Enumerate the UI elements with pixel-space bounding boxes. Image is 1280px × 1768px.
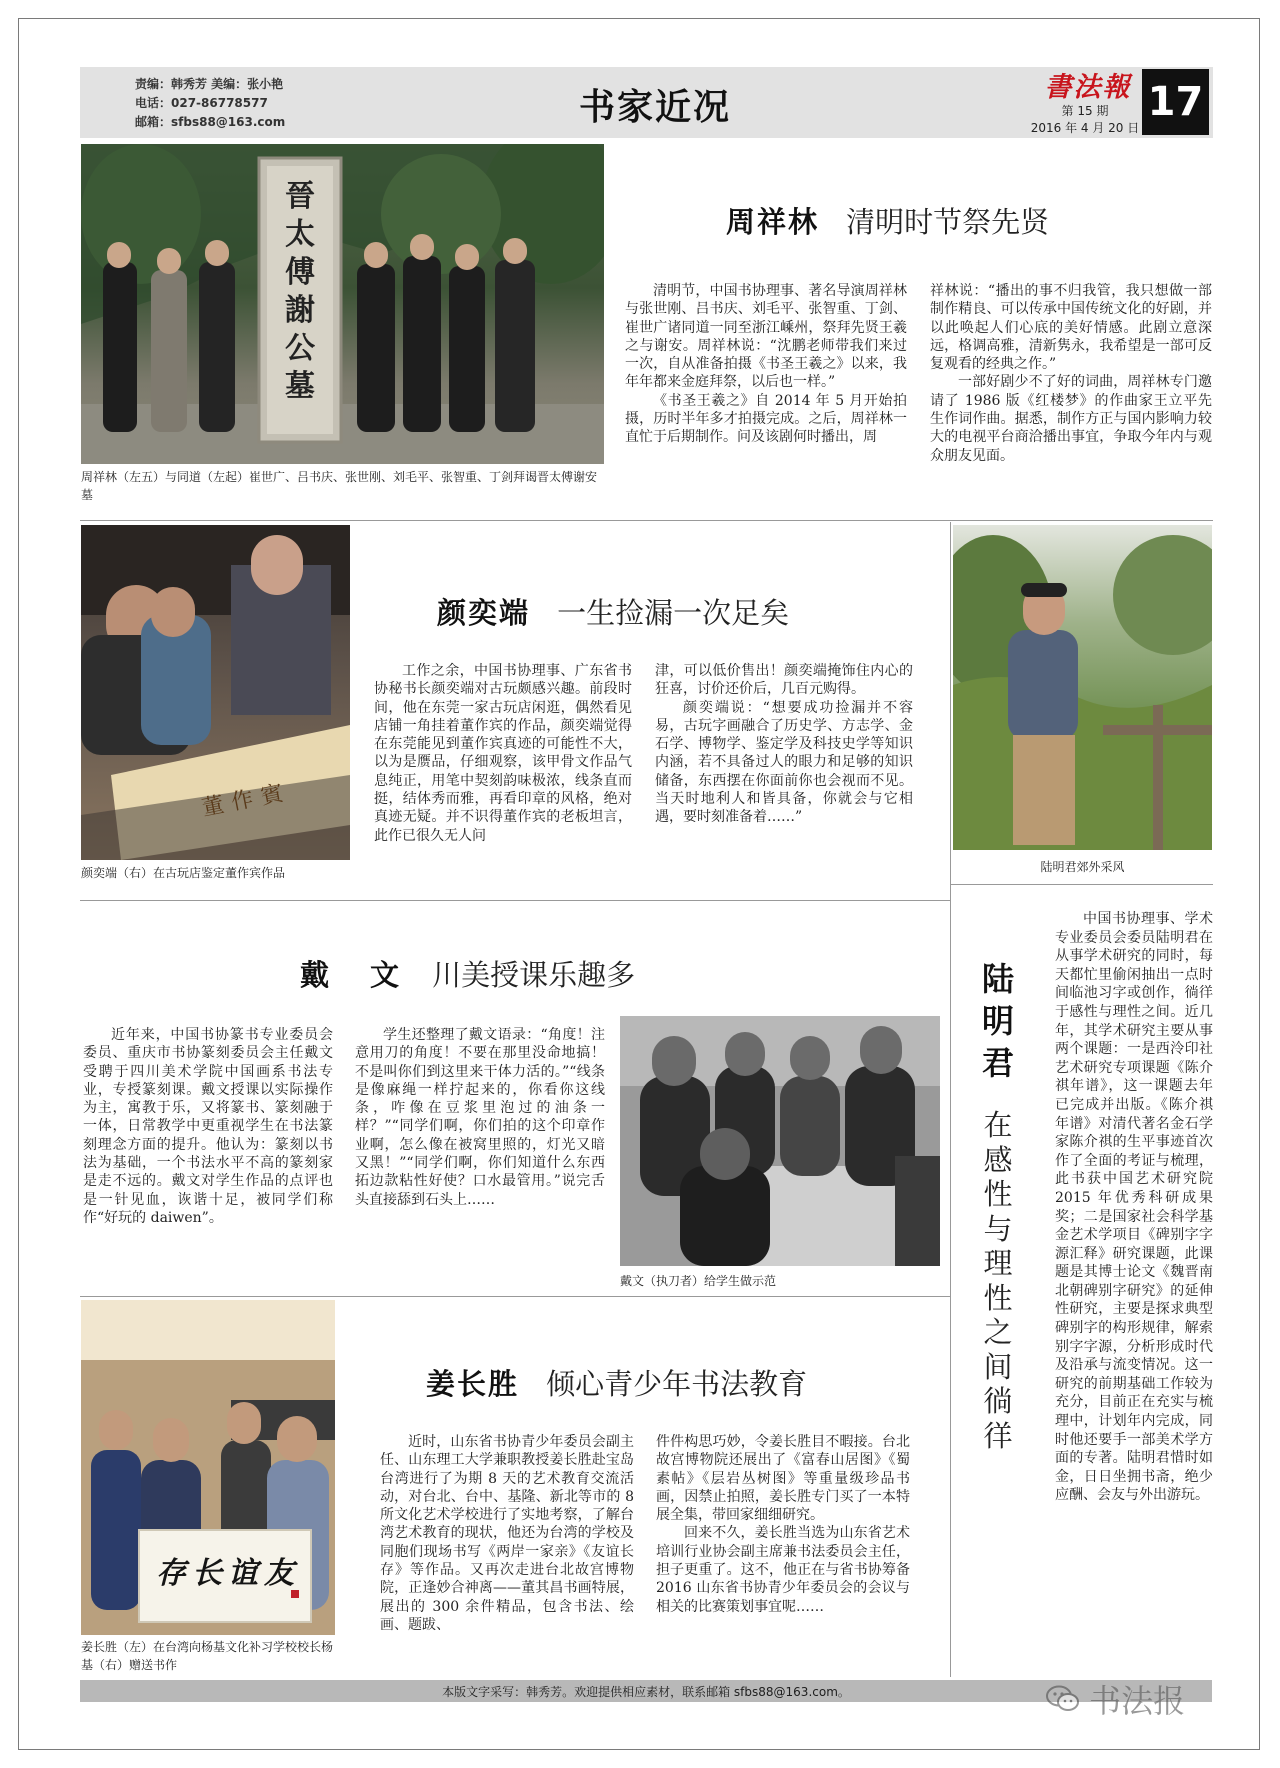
email-line: 邮箱：sfbs88@163.com	[135, 115, 286, 129]
para: 一部好剧少不了好的词曲，周祥林专门邀请了 1986 版《红楼梦》的作曲家王立平先生作词作曲。据悉，制作方正与国内影响力较大的电视平台商洽播出事宜，争取今年内与观众朋友见面。	[930, 374, 1212, 464]
calligraphy-text: 友谊长存	[156, 1556, 300, 1591]
body-dai-col1	[83, 1026, 333, 1227]
name-yan: 颜奕端	[437, 596, 531, 630]
scroll-inscription: 董作賓	[199, 779, 293, 822]
wechat-icon	[1046, 1685, 1080, 1713]
headline-yan-text: 一生捡漏一次足矣	[557, 596, 790, 630]
para: 学生还整理了戴文语录：“角度！注意用刀的角度！不要在那里没命地搞！不是叫你们到这里来干体力活的。”“线条是像麻绳一样拧起来的，你看你这线条，咋像在豆浆里泡过的油条一样？”“同学们啊，你们拍的这个印章作业啊，怎么像在被窝里照的，灯光又暗又黑！”“同学们啊，你们知道什么东西拓边款粘性好使？口水最管用。”说完舌头直接舔到石头上……	[355, 1027, 605, 1208]
outdoor-scene-graphic	[953, 525, 1212, 850]
divider	[80, 520, 1213, 521]
name-jiang: 姜长胜	[426, 1367, 520, 1401]
para: 祥林说：“播出的事不归我管，我只想做一部制作精良、可以传承中国传统文化的好剧，并以此唤起人们心底的美好情感。此剧立意深远，格调高雅，清新隽永，我希望是一部可反复观看的经典之作。”	[930, 283, 1212, 373]
headline-jiang	[426, 1362, 807, 1403]
para: 中国书协理事、学术专业委员会委员陆明君在从事学术研究的同时，每天都忙里偷闲抽出一点时间临池习字或创作，徜徉于感性与理性之间。近几年，其学术研究主要从事两个课题：一是西泠印社艺术研究专项课题《陈介祺年谱》，这一课题去年已完成并出版。《陈介祺年谱》对清代著名金石学家陈介祺的生平事迹首次作了全面的考证与梳理，此书获中国艺术研究院 2015 年优秀科研成果奖；二是国家社会科学基金艺术学项目《碑别字字源汇释》研究课题，此课题是其博士论文《魏晋南北朝碑别字研究》的延伸性研究，主要是探求典型碑别字的构形规律，解索别字字源，分析形成时代及沿承与流变情况。这一研究的前期基础工作较为充分，目前正在充实与梳理中，计划年内完成，同时他还要手一部美术学方面的专著。陆明君惜时如金，日日坐拥书斋，绝少应酬、会友与外出游玩。	[1055, 911, 1213, 1504]
headline-dai	[300, 953, 635, 994]
classroom-scene-graphic	[620, 1016, 940, 1266]
para: 清明节，中国书协理事、著名导演周祥林与张世刚、吕书庆、刘毛平、张智重、丁剑、崔世广诸同道一同至浙江嵊州，祭拜先贤王羲之与谢安。周祥林说：“沈鹏老师带我们来过一次，自从准备拍摄《书圣王羲之》以来，我年年都来金庭拜祭，以后也一样。”	[625, 283, 907, 391]
phone-line: 电话：027-86778577	[135, 96, 268, 110]
para: 近时，山东省书协青少年委员会副主任、山东理工大学兼职教授姜长胜赴宝岛台湾进行了为期 8 天的艺术教育交流活动，对台北、台中、基隆、新北等市的 8 所文化艺术学校进行了实地考察，了解台湾艺术教育的现状，他还为台湾的学校及同胞们现场书写《两岸一家亲》《友谊长存》等作品。又再次走进台北故宫博物院，正逢妙合神离——董其昌书画特展，展出的 300 余件精品，包含书法、绘画、题跋、	[380, 1434, 634, 1633]
caption-lu: 陆明君郊外采风	[1040, 860, 1125, 874]
headline-zhou	[726, 200, 1049, 241]
body-dai-col2	[355, 1026, 605, 1209]
body-zhou-col1	[625, 282, 907, 447]
caption-zhou: 周祥林（左五）与同道（左起）崔世广、吕书庆、张世刚、刘毛平、张智重、丁剑拜谒晋太傅谢安墓	[81, 470, 598, 502]
photo-jiang-gift	[81, 1300, 335, 1635]
issue-date: 2016 年 4 月 20 日	[1030, 121, 1140, 135]
headline-dai-text: 川美授课乐趣多	[432, 958, 636, 992]
photo-lu-outdoor	[953, 525, 1212, 850]
masthead-logo: 書法報	[1044, 72, 1132, 103]
editor-credit: 责编：韩秀芳 美编：张小艳	[135, 77, 284, 91]
watermark-text: 书法报	[1089, 1682, 1186, 1720]
lu-headline-vertical: 在感性与理性之间徜徉	[983, 1108, 1013, 1453]
body-yan-col2	[655, 662, 913, 827]
para: 回来不久，姜长胜当选为山东省艺术培训行业协会副主席兼书法委员会主任，担子更重了。这不，他正在与省书协筹备 2016 山东省书协青少年委员会的会议与相关的比赛策划事宜呢……	[656, 1525, 910, 1615]
caption-jiang: 姜长胜（左）在台湾向杨基文化补习学校校长杨基（右）赠送书作	[81, 1640, 334, 1672]
divider	[950, 522, 951, 1677]
para: 工作之余，中国书协理事、广东省书协秘书长颜奕端对古玩颇感兴趣。前段时间，他在东莞一家古玩店闲逛，偶然看见店铺一角挂着董作宾的作品，颜奕端觉得在东莞能见到董作宾真迹的可能性不大，以为是赝品，仔细观察，该甲骨文作品气息纯正，用笔中契刻韵味极浓，线条直而挺，结体秀而雅，再看印章的风格，绝对真迹无疑。并不识得董作宾的老板坦言，此作已很久无人问	[374, 663, 632, 844]
divider	[950, 884, 1213, 885]
photo-zhou-tomb	[81, 144, 604, 464]
footer-note: 本版文字采写：韩秀芳。欢迎提供相应素材，联系邮箱 sfbs88@163.com。	[442, 1685, 850, 1699]
body-lu	[1055, 910, 1213, 1505]
lu-name-vertical: 陆明君	[981, 960, 1014, 1082]
name-zhou: 周祥林	[726, 205, 820, 239]
body-jiang-col2	[656, 1433, 910, 1616]
caption-dai: 戴文（执刀者）给学生做示范	[620, 1274, 777, 1288]
headline-yan	[437, 591, 789, 632]
para: 近年来，中国书协篆书专业委员会委员、重庆市书协篆刻委员会主任戴文受聘于四川美术学院中国画系书法专业，专授篆刻课。戴文授课以实际操作为主，寓教于乐，又将篆书、篆刻融于一体，日常教学中更重视学生在书法篆刻理念方面的提升。他认为：篆刻以书法为基础，一个书法水平不高的篆刻家是走不远的。戴文对学生作品的点评也是一针见血，诙谐十足，被同学们称作“好玩的 daiwen”。	[83, 1027, 333, 1226]
photo-yan-antique	[81, 525, 350, 860]
photo-dai-class	[620, 1016, 940, 1266]
name-dai: 戴 文	[300, 958, 406, 992]
body-yan-col1	[374, 662, 632, 845]
headline-zhou-text: 清明时节祭先贤	[846, 205, 1050, 239]
divider	[80, 900, 950, 901]
page-number: 17	[1142, 69, 1209, 135]
body-zhou-col2	[930, 282, 1212, 465]
para: 颜奕端说：“想要成功捡漏并不容易，古玩字画融合了历史学、方志学、金石学、博物学、鉴定学及科技史学等知识内涵，若不具备过人的眼力和足够的知识储备，东西摆在你面前你也会视而不见。当天时地利人和皆具备，你就会与它相遇，要时刻准备着……”	[655, 699, 913, 826]
para: 件件构思巧妙，令姜长胜目不暇接。台北故宫博物院还展出了《富春山居图》《蜀素帖》《层岩丛树图》等重量级珍品书画，因禁止拍照，姜长胜专门买了一本特展全集，带回家细细研究。	[656, 1434, 910, 1524]
wechat-watermark	[1046, 1676, 1185, 1722]
headline-jiang-text: 倾心青少年书法教育	[546, 1367, 808, 1401]
issue-number: 第 15 期	[1061, 104, 1109, 118]
caption-yan: 颜奕端（右）在古玩店鉴定董作宾作品	[81, 866, 286, 880]
para: 《书圣王羲之》自 2014 年 5 月开始拍摄，历时半年多才拍摄完成。之后，周祥林一直忙于后期制作。问及该剧何时播出，周	[625, 392, 907, 446]
tomb-scene-graphic	[81, 144, 604, 464]
section-title: 书家近况	[578, 87, 731, 128]
body-jiang-col1	[380, 1433, 634, 1634]
divider	[80, 1296, 950, 1297]
para: 津，可以低价售出！颜奕端掩饰住内心的狂喜，讨价还价后，几百元购得。	[655, 663, 913, 698]
stele-inscription: 晉太傅謝公墓	[285, 179, 315, 404]
